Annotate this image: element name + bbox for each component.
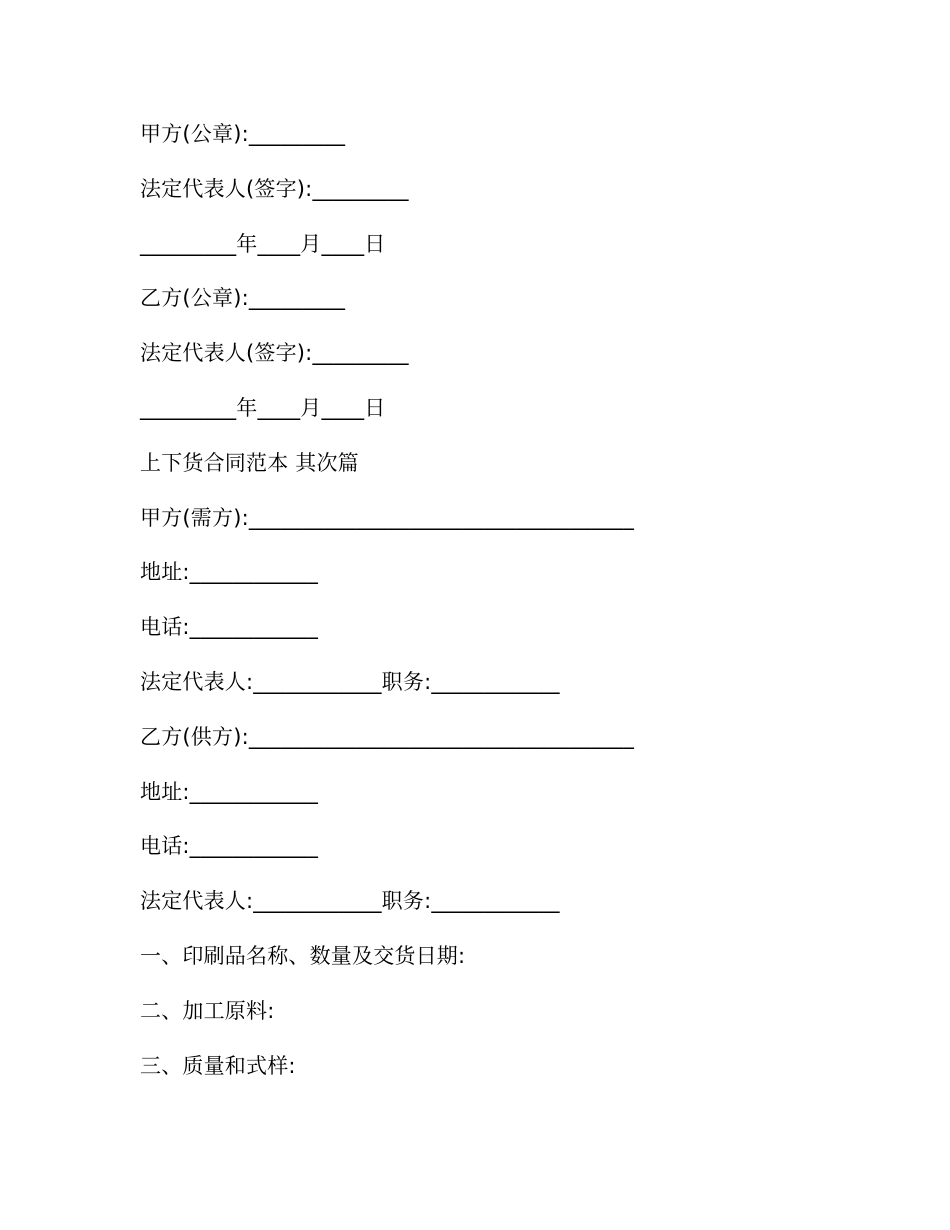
party-b-supplier-line: 乙方(供方):____________________________________ <box>140 724 635 749</box>
clause-1-heading: 一、印刷品名称、数量及交货日期: <box>140 943 466 968</box>
party-a-phone-line: 电话:____________ <box>140 615 319 640</box>
contract-section-title: 上下货合同范本 其次篇 <box>140 450 359 475</box>
party-a-address-line: 地址:____________ <box>140 560 319 585</box>
document-body <box>140 116 634 1102</box>
party-a-representative-position-line: 法定代表人:____________职务:____________ <box>140 669 560 694</box>
party-b-date-line: _________年____月____日 <box>140 395 386 420</box>
party-b-representative-signature-line: 法定代表人(签字):_________ <box>140 341 409 366</box>
party-a-seal-line: 甲方(公章):_________ <box>140 122 346 146</box>
clause-2-heading: 二、加工原料: <box>140 998 275 1023</box>
party-a-buyer-line: 甲方(需方):____________________________________ <box>140 505 635 530</box>
party-b-seal-line: 乙方(公章):_________ <box>140 286 346 311</box>
party-a-date-line: _________年____月____日 <box>140 231 386 256</box>
party-b-phone-line: 电话:____________ <box>140 834 319 859</box>
party-a-representative-signature-line: 法定代表人(签字):_________ <box>140 176 409 201</box>
party-b-representative-position-line: 法定代表人:____________职务:____________ <box>140 889 560 914</box>
party-b-address-line: 地址:____________ <box>140 779 319 804</box>
clause-3-heading: 三、质量和式样: <box>140 1053 296 1078</box>
